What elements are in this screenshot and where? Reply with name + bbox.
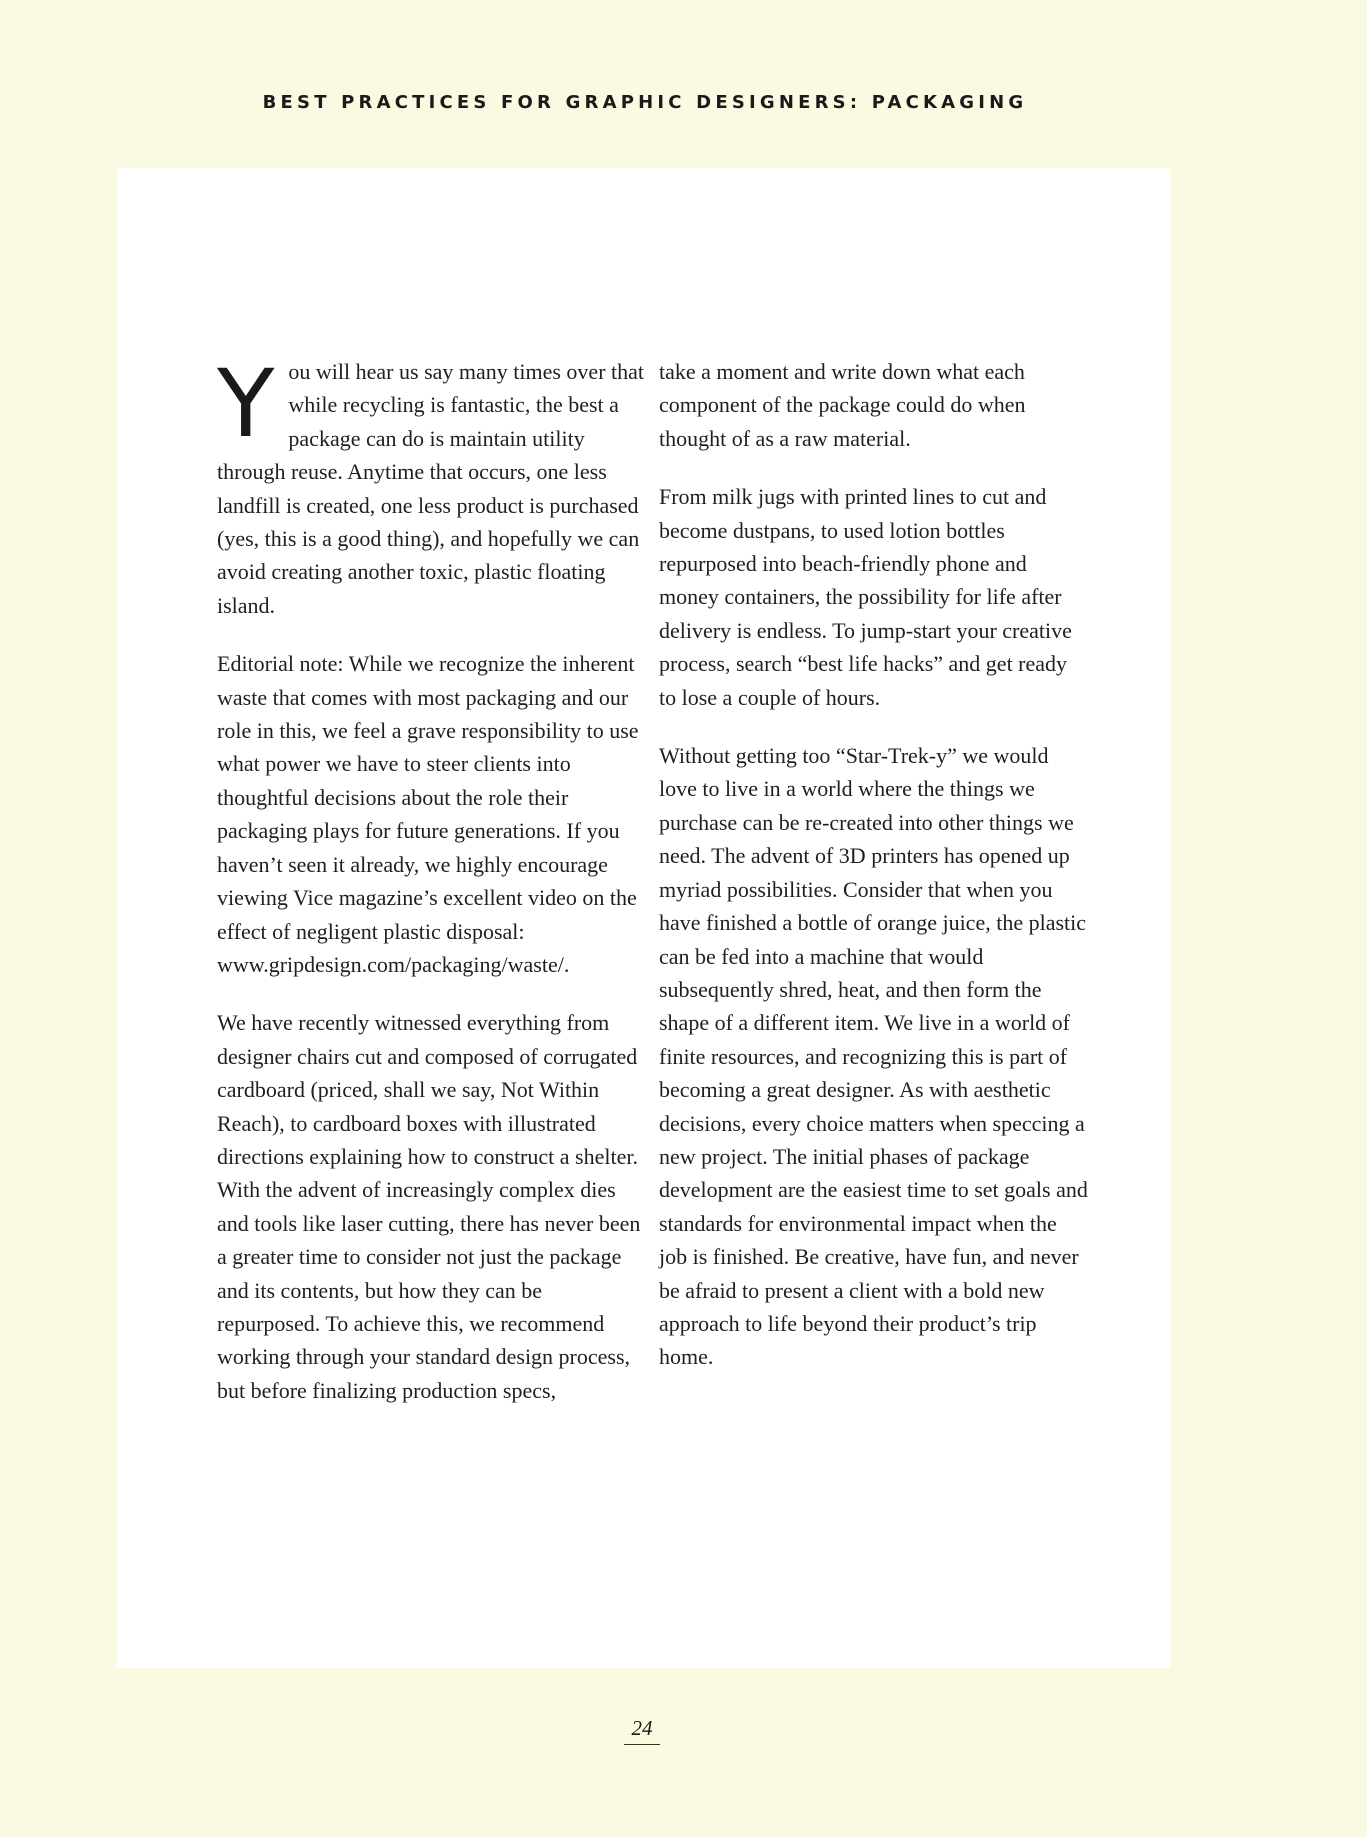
body-paragraph: take a moment and write down what each component of the package could do when thought of as a raw material.: [659, 359, 1026, 451]
opening-paragraph-text: ou will hear us say many times over that while recycling is fantastic, the best a package can do is maintain utility through reuse. Anytime that occurs, one less landfill is created, one less product is purchased (yes, this is a good thing), and hopefully we can avoid creating another toxic, plastic floating island.: [217, 359, 645, 618]
right-column: [659, 355, 1089, 1399]
running-header: BEST PRACTICES FOR GRAPHIC DESIGNERS: PACKAGING: [262, 92, 1028, 113]
drop-cap: Y: [217, 350, 275, 459]
content-panel: [117, 168, 1170, 1668]
left-column: [217, 350, 647, 1432]
opening-paragraph: [217, 350, 647, 622]
body-paragraph: Without getting too “Star-Trek-y” we would love to live in a world where the things we purchase can be re-created into other things we need. The advent of 3D printers has opened up myriad possibilities. Consider that when you have finished a bottle of orange juice, the plastic can be fed into a machine that would subsequently shred, heat, and then form the shape of a different item. We live in a world of finite resources, and recognizing this is part of becoming a great designer. As with aesthetic decisions, every choice matters when speccing a new project. The initial phases of package development are the easiest time to set goals and standards for environmental impact when the job is finished. Be creative, have fun, and never be afraid to present a client with a bold new approach to life beyond their product’s trip home.: [659, 743, 1088, 1370]
body-paragraph: We have recently witnessed everything from designer chairs cut and composed of corrugated cardboard (priced, shall we say, Not Within Reach), to cardboard boxes with illustrated directions explaining how to construct a shelter. With the advent of increasingly complex dies and tools like laser cutting, there has never been a greater time to consider not just the package and its contents, but how they can be repurposed. To achieve this, we recommend working through your standard design process, but before finalizing production specs,: [217, 1010, 641, 1403]
page-number: 24: [624, 1716, 660, 1745]
editorial-note-paragraph: Editorial note: While we recognize the inherent waste that comes with most packaging and our role in this, we feel a grave responsibility to use what power we have to steer clients into thoughtful decisions about the role their packaging plays for future generations. If you haven’t seen it already, we highly encourage viewing Vice magazine’s excellent video on the effect of negligent plastic disposal: www.gripdesign.com/packaging/waste/.: [217, 651, 639, 977]
body-paragraph: From milk jugs with printed lines to cut and become dustpans, to used lotion bottles repurposed into beach-friendly phone and money containers, the possibility for life after delivery is endless. To jump-start your creative process, search “best life hacks” and get ready to lose a couple of hours.: [659, 484, 1072, 710]
